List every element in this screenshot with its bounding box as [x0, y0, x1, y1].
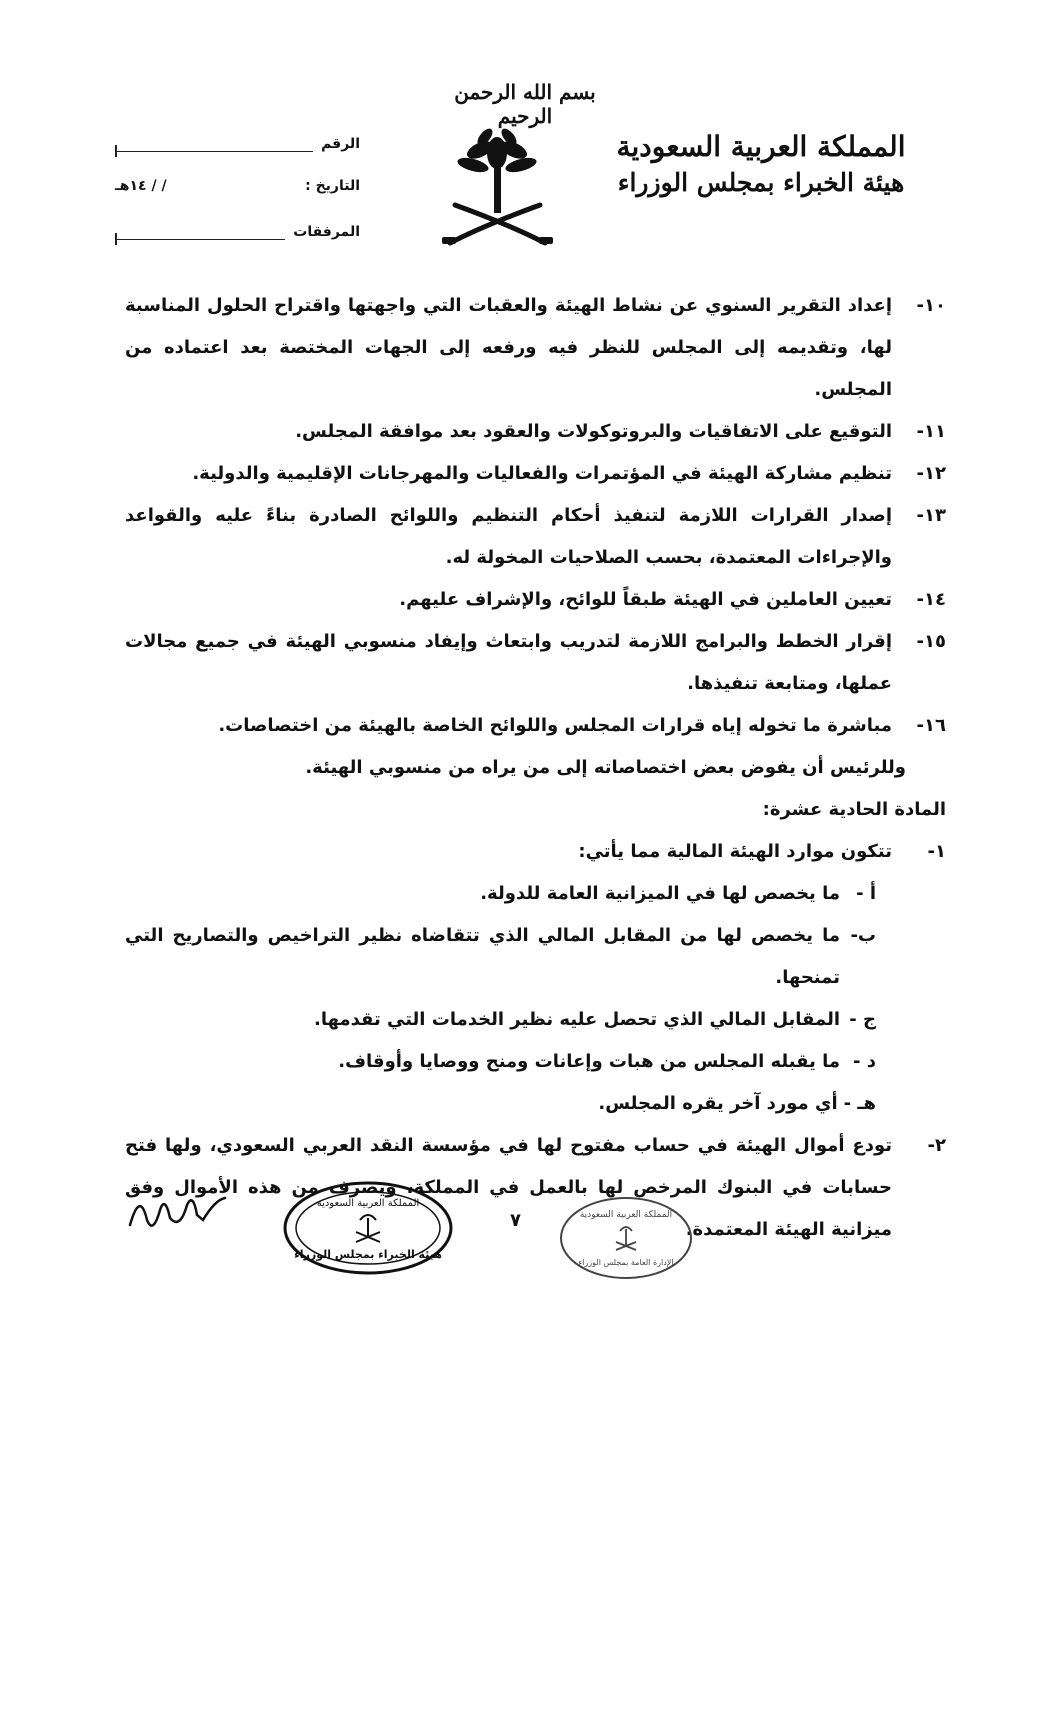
item-text: التوقيع على الاتفاقيات والبروتوكولات والعقود بعد موافقة المجلس. — [295, 421, 892, 442]
stamp-right-top-text: المملكة العربية السعودية — [579, 1210, 673, 1220]
sub-item-text: أي مورد آخر يقره المجلس. — [598, 1093, 838, 1114]
reference-label: الرقم — [321, 136, 360, 152]
attachments-label: المرفقات — [293, 224, 360, 240]
org-line-2: هيئة الخبراء بمجلس الوزراء — [617, 167, 905, 197]
sub-item-text: ما يخصص لها في الميزانية العامة للدولة. — [480, 883, 840, 904]
item-text: إصدار القرارات اللازمة لتنفيذ أحكام التنظيم واللوائح الصادرة بناءً عليه والقواعد والإجراءات المعتمدة، بحسب الصلاحيات المخولة له. — [125, 505, 892, 568]
list-item — [125, 621, 946, 705]
delegation-clause: وللرئيس أن يفوض بعض اختصاصاته إلى من يراه من منسوبي الهيئة. — [305, 757, 906, 778]
date-label: التاريخ : — [305, 178, 360, 194]
sub-item — [125, 1041, 946, 1083]
item-number: ١٠- — [916, 295, 946, 316]
list-item — [125, 453, 946, 495]
stamp-left-top-text: المملكة العربية السعودية — [316, 1198, 420, 1209]
item-text: تنظيم مشاركة الهيئة في المؤتمرات والفعاليات والمهرجانات الإقليمية والدولية. — [192, 463, 892, 484]
item-number: ١٤- — [916, 589, 946, 610]
item-number: ١٦- — [916, 715, 946, 736]
sub-item-letter: د - — [853, 1051, 876, 1072]
attachments-field — [115, 210, 360, 240]
list-item — [125, 705, 946, 747]
reference-field — [115, 122, 360, 152]
sub-item-letter: ب- — [850, 925, 876, 946]
item-number: ١٣- — [916, 505, 946, 526]
sub-item — [125, 1083, 946, 1125]
sub-item — [125, 873, 946, 915]
date-value: / / ١٤هـ — [115, 178, 167, 194]
item-text: إعداد التقرير السنوي عن نشاط الهيئة والعقبات التي واجهتها واقتراح الحلول المناسبة لها، وتقديمه إلى المجلس للنظر فيه ورفعه إلى الجهات المختصة بعد اعتماده من المجلس. — [125, 295, 892, 400]
list-item — [125, 579, 946, 621]
paragraph-2 — [125, 1125, 946, 1251]
list-item — [125, 285, 946, 411]
document-body — [125, 285, 946, 1251]
list-item — [125, 495, 946, 579]
palm-swords-emblem-icon — [440, 125, 555, 250]
paragraph-text: تودع أموال الهيئة في حساب مفتوح لها في مؤسسة النقد العربي السعودي، ولها فتح حسابات في البنوك المرخص لها بالعمل في المملكة، ويصرف من هذه الأموال وفق ميزانية الهيئة المعتمدة. — [125, 1135, 892, 1240]
item-text: إقرار الخطط والبرامج اللازمة لتدريب وابتعاث وإيفاد منسوبي الهيئة في جميع مجالات عملها، ومتابعة تنفيذها. — [125, 631, 892, 694]
stamp-left-bottom-text: هيئة الخبراء بمجلس الوزراء — [294, 1248, 442, 1261]
attachments-line — [115, 225, 285, 240]
issuing-authority — [616, 128, 906, 200]
article-heading: المادة الحادية عشرة: — [762, 799, 946, 820]
org-line-1: المملكة العربية السعودية — [616, 130, 906, 163]
paragraph-number: ٢- — [927, 1135, 946, 1156]
date-field — [115, 178, 360, 194]
sub-item-text: المقابل المالي الذي تحصل عليه نظير الخدمات التي تقدمها. — [313, 1009, 840, 1030]
paragraph-number: ١- — [927, 841, 946, 862]
item-number: ١١- — [916, 421, 946, 442]
item-number: ١٢- — [916, 463, 946, 484]
item-text: مباشرة ما تخوله إياه قرارات المجلس واللوائح الخاصة بالهيئة من اختصاصات. — [218, 715, 892, 736]
sub-item-letter: أ - — [856, 883, 876, 904]
item-text: تعيين العاملين في الهيئة طبقاً للوائح، والإشراف عليهم. — [399, 589, 892, 610]
official-stamp-right-icon — [558, 1195, 694, 1281]
list-item — [125, 411, 946, 453]
sub-item-letter: ج - — [849, 1009, 876, 1030]
official-stamp-left-icon — [282, 1180, 454, 1276]
basmala: بسم الله الرحمن الرحيم — [454, 80, 596, 128]
sub-item-text: ما يخصص لها من المقابل المالي الذي تتقاضاه نظير التراخيص والتصاريح التي تمنحها. — [125, 925, 840, 988]
paragraph-text: تتكون موارد الهيئة المالية مما يأتي: — [578, 841, 892, 862]
paragraph-1 — [125, 831, 946, 873]
sub-item — [125, 915, 946, 999]
stamp-right-bottom-text: الإدارة العامة بمجلس الوزراء — [578, 1258, 674, 1267]
sub-item-letter: هـ - — [843, 1093, 876, 1114]
sub-item-text: ما يقبله المجلس من هبات وإعانات ومنح ووصايا وأوقاف. — [338, 1051, 840, 1072]
sub-item — [125, 999, 946, 1041]
page-number: ٧ — [510, 1210, 521, 1231]
reference-line — [115, 137, 313, 152]
signature-icon — [125, 1180, 235, 1240]
item-number: ١٥- — [916, 631, 946, 652]
